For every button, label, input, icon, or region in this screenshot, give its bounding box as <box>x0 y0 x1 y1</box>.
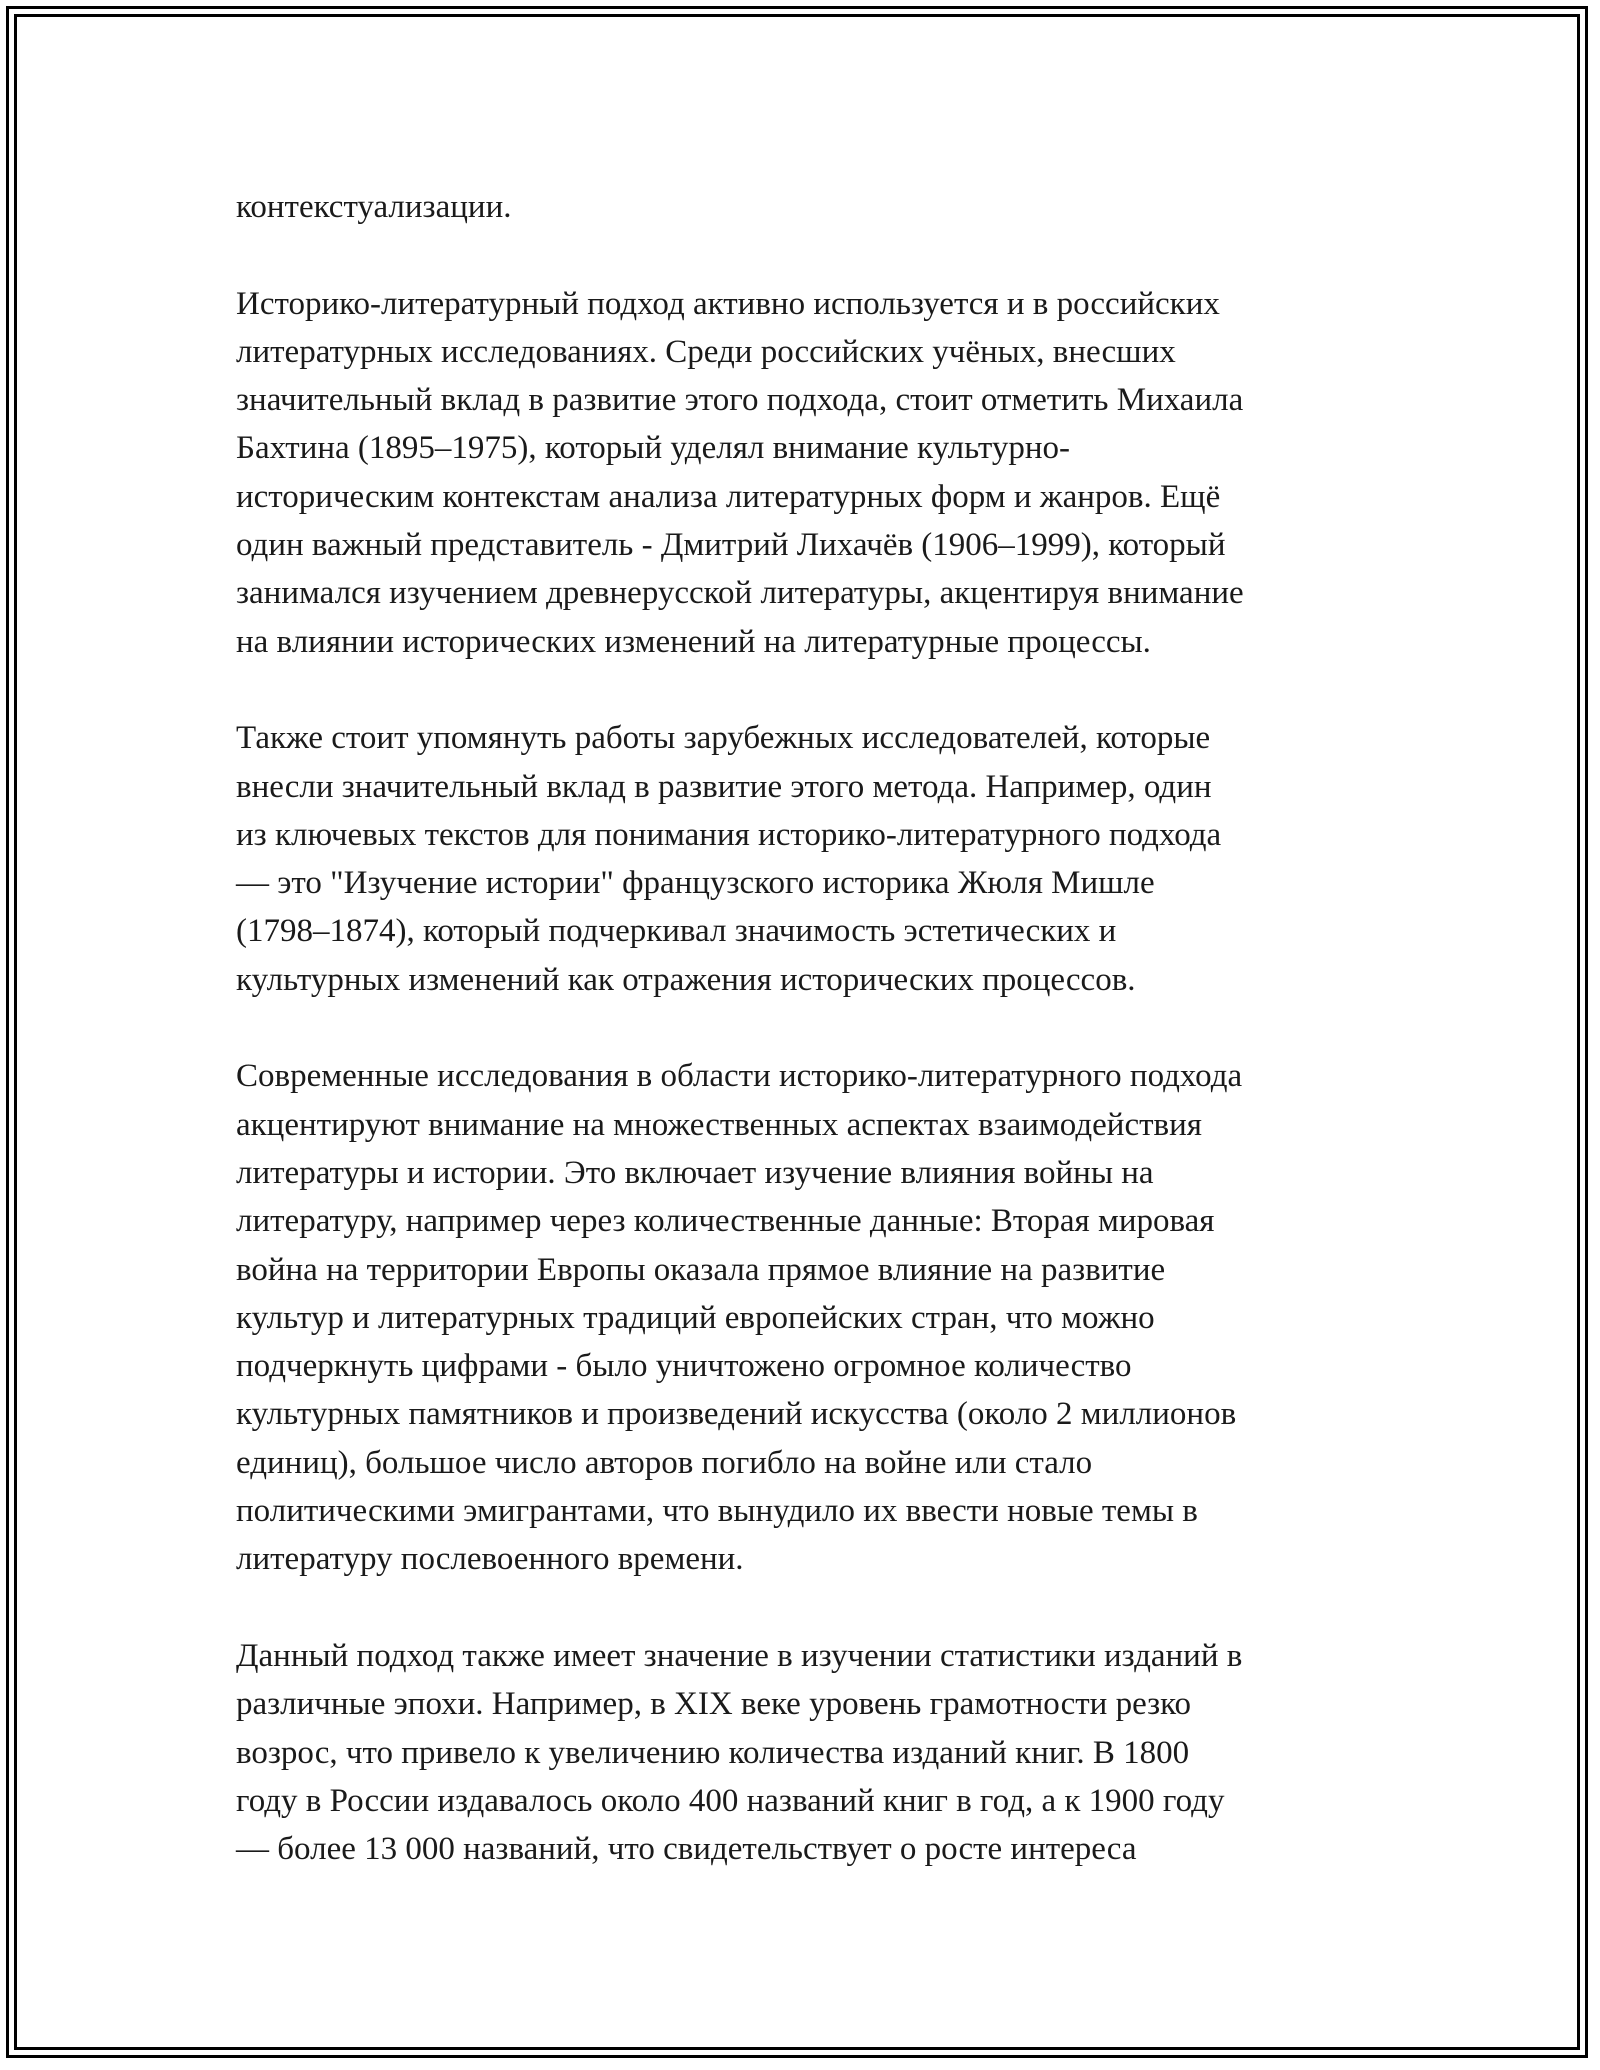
text-line: значительный вклад в развитие этого подхода, стоит отметить Михаила <box>236 382 1244 419</box>
paragraph-2 <box>236 280 1386 666</box>
paragraph-4 <box>236 1052 1386 1583</box>
text-line: историческим контекстам анализа литературных форм и жанров. Ещё <box>236 478 1221 515</box>
paragraph-1 <box>236 183 1386 231</box>
text-line: культурных памятников и произведений искусства (около 2 миллионов <box>236 1396 1237 1433</box>
text-line: политическими эмигрантами, что вынудило их ввести новые темы в <box>236 1493 1198 1530</box>
text-line: война на территории Европы оказала прямое влияние на развитие <box>236 1251 1166 1288</box>
text-line: литературу послевоенного времени. <box>236 1541 744 1578</box>
text-line: внесли значительный вклад в развитие этого метода. Например, один <box>236 768 1212 805</box>
text-line: единиц), большое число авторов погибло на войне или стало <box>236 1444 1093 1481</box>
text-line: Историко-литературный подход активно используется и в российских <box>236 285 1220 322</box>
text-line: Также стоит упомянуть работы зарубежных исследователей, которые <box>236 720 1211 757</box>
paragraph-3 <box>236 714 1386 1004</box>
text-line: культур и литературных традиций европейских стран, что можно <box>236 1299 1155 1336</box>
document-body <box>236 183 1386 1922</box>
text-line: Данный подход также имеет значение в изучении статистики изданий в <box>236 1637 1243 1674</box>
text-line: на влиянии исторических изменений на литературные процессы. <box>236 623 1151 660</box>
text-line: Современные исследования в области историко-литературного подхода <box>236 1058 1243 1095</box>
text-line: году в России издавалось около 400 названий книг в год, а к 1900 году <box>236 1782 1225 1819</box>
text-line: занимался изучением древнерусской литературы, акцентируя внимание <box>236 575 1244 612</box>
text-line: подчеркнуть цифрами - было уничтожено огромное количество <box>236 1348 1132 1385</box>
text-line: контекстуализации. <box>236 189 512 225</box>
text-line: один важный представитель - Дмитрий Лихачёв (1906–1999), который <box>236 527 1226 564</box>
text-line: Бахтина (1895–1975), который уделял внимание культурно- <box>236 430 1071 467</box>
text-line: (1798–1874), который подчеркивал значимость эстетических и <box>236 913 1117 950</box>
text-line: акцентируют внимание на множественных аспектах взаимодействия <box>236 1106 1202 1143</box>
text-line: — более 13 000 названий, что свидетельствует о росте интереса <box>236 1831 1137 1868</box>
text-line: — это "Изучение истории" французского историка Жюля Мишле <box>236 865 1155 902</box>
text-line: возрос, что привело к увеличению количества изданий книг. В 1800 <box>236 1734 1190 1771</box>
text-line: литературу, например через количественные данные: Вторая мировая <box>236 1203 1215 1240</box>
text-line: из ключевых текстов для понимания историко-литературного подхода <box>236 816 1222 853</box>
text-line: культурных изменений как отражения исторических процессов. <box>236 961 1136 998</box>
text-line: литературы и истории. Это включает изучение влияния войны на <box>236 1154 1154 1191</box>
paragraph-5 <box>236 1632 1386 1873</box>
text-line: литературных исследованиях. Среди российских учёных, внесших <box>236 333 1176 370</box>
text-line: различные эпохи. Например, в XIX веке уровень грамотности резко <box>236 1686 1192 1723</box>
